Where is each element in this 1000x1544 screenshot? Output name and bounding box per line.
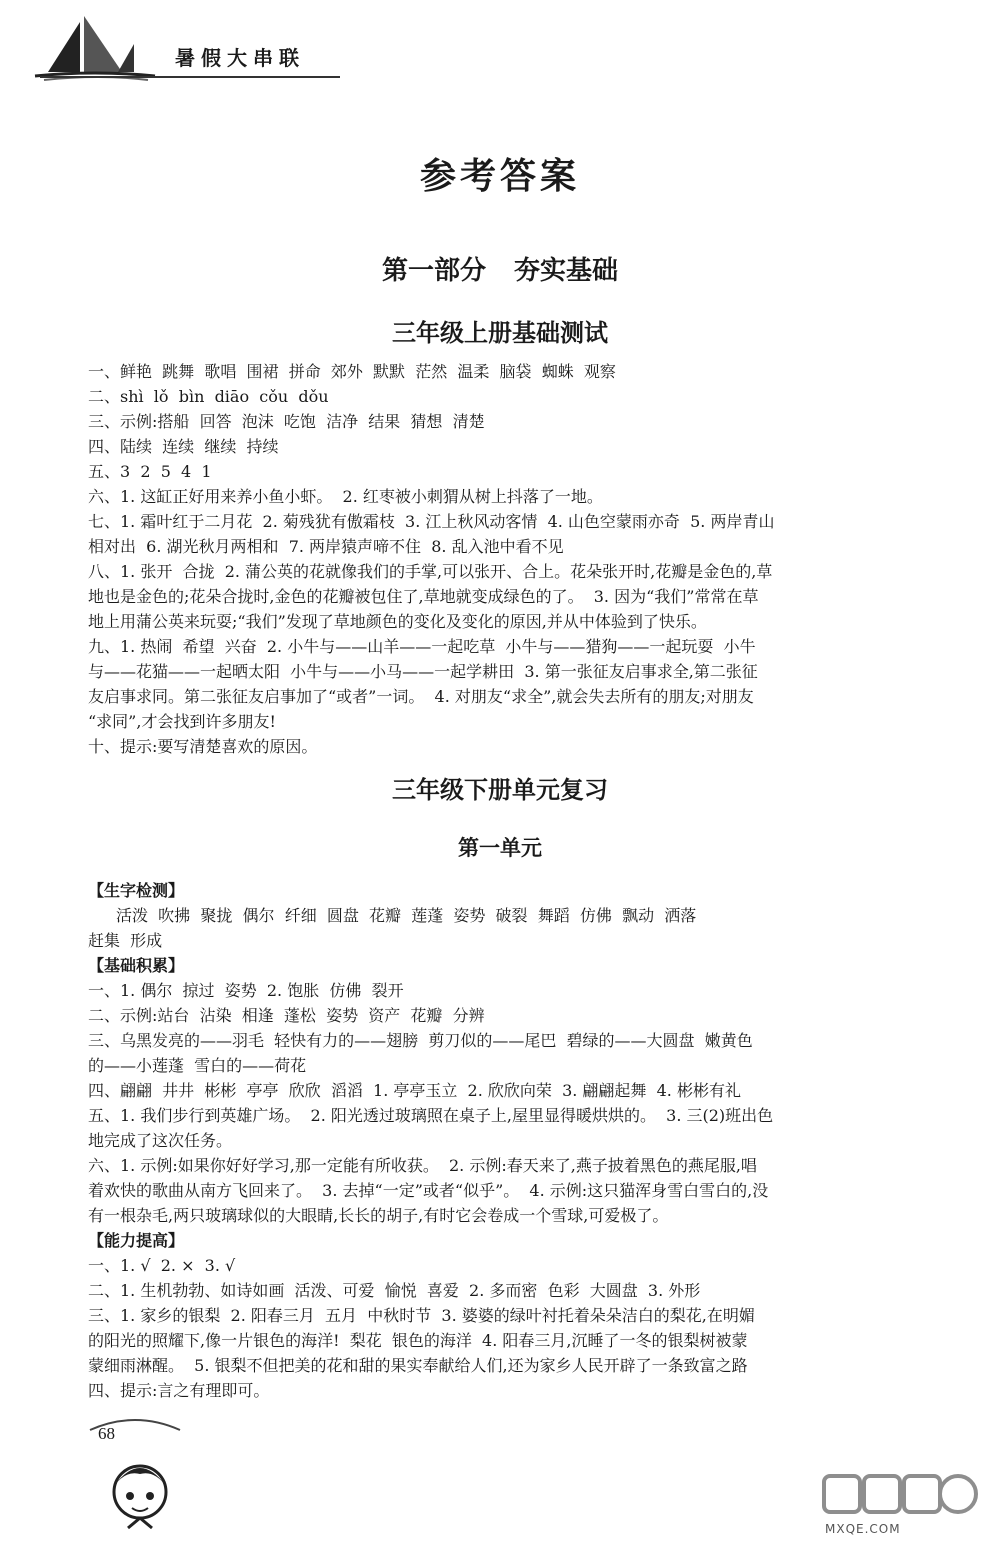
sailboat-icon — [30, 14, 160, 84]
answer-line: 的阳光的照耀下,像一片银色的海洋! 梨花 银色的海洋 4. 阳春三月,沉睡了一冬的银梨树被蒙 — [88, 1331, 748, 1350]
answer-line: 地完成了这次任务。 — [88, 1131, 233, 1150]
part-title — [0, 250, 1000, 287]
answer-line: 三、乌黑发亮的——羽毛 轻快有力的——翅膀 剪刀似的——尾巴 碧绿的——大圆盘 嫩黄色 — [88, 1031, 753, 1050]
answer-line: 四、翩翩 井井 彬彬 亭亭 欣欣 滔滔 1. 亭亭玉立 2. 欣欣向荣 3. 翩翩起舞 4. 彬彬有礼 — [88, 1081, 741, 1100]
section-title-grade3-first: 三年级上册基础测试 — [392, 318, 608, 347]
answer-line: 五、3 2 5 4 1 — [88, 462, 212, 481]
answer-line: 二、1. 生机勃勃、如诗如画 活泼、可爱 愉悦 喜爱 2. 多而密 色彩 大圆盘 3. 外形 — [88, 1281, 701, 1300]
answer-line: 四、提示:言之有理即可。 — [88, 1381, 270, 1400]
answer-line: 赶集 形成 — [88, 931, 163, 950]
answer-line: 八、1. 张开 合拢 2. 蒲公英的花就像我们的手掌,可以张开、合上。花朵张开时,花瓣是金色的,草 — [88, 562, 773, 581]
watermark-text: MXQE.COM — [825, 1522, 901, 1536]
shengzi-answers — [88, 903, 943, 953]
answer-line: 一、鲜艳 跳舞 歌唱 围裙 拼命 郊外 默默 茫然 温柔 脑袋 蜘蛛 观察 — [88, 362, 616, 381]
section-answers-grade3-first — [88, 359, 943, 759]
answer-line: “求同”,才会找到许多朋友! — [88, 712, 276, 731]
answer-line: 友启事求同。第二张征友启事加了“或者”一词。 4. 对朋友“求全”,就会失去所有的朋友;对朋友 — [88, 687, 754, 706]
header-divider — [40, 76, 340, 78]
answer-line: 有一根杂毛,两只玻璃球似的大眼睛,长长的胡子,有时它会卷成一个雪球,可爱极了。 — [88, 1206, 669, 1225]
part-name: 第一部分 — [381, 256, 486, 286]
answer-line: 一、1. 偶尔 掠过 姿势 2. 饱胀 仿佛 裂开 — [88, 981, 404, 1000]
answer-line: 地也是金色的;花朵合拢时,金色的花瓣被包住了,草地就变成绿色的了。 3. 因为“我们”常常在草 — [88, 587, 759, 606]
answer-line: 地上用蒲公英来玩耍;“我们”发现了草地颜色的变化及变化的原因,并从中体验到了快乐。 — [88, 612, 707, 631]
section-title-grade3-second: 三年级下册单元复习 — [392, 775, 608, 804]
answer-line: 四、陆续 连续 继续 持续 — [88, 437, 279, 456]
answer-line: 蒙细雨淋醒。 5. 银梨不但把美的花和甜的果实奉献给人们,还为家乡人民开辟了一条致富之路 — [88, 1356, 748, 1375]
answer-line: 三、示例:搭船 回答 泡沫 吃饱 洁净 结果 猜想 清楚 — [88, 412, 485, 431]
tag-nengli: 【能力提高】 — [88, 1231, 185, 1250]
page-header — [0, 0, 1000, 110]
answer-line: 六、1. 示例:如果你好好学习,那一定能有所收获。 2. 示例:春天来了,燕子披着黑色的燕尾服,唱 — [88, 1156, 757, 1175]
answer-line: 着欢快的歌曲从南方飞回来了。 3. 去掉“一定”或者“似乎”。 4. 示例:这只猫浑身雪白雪白的,没 — [88, 1181, 769, 1200]
answer-line: 的——小莲蓬 雪白的——荷花 — [88, 1056, 307, 1075]
header-title: 暑假大串联 — [175, 46, 305, 70]
answer-line: 与——花猫——一起晒太阳 小牛与——小马——一起学耕田 3. 第一张征友启事求全,第二张征 — [88, 662, 758, 681]
answer-line: 一、1. √ 2. × 3. √ — [88, 1256, 236, 1275]
tag-jichu: 【基础积累】 — [88, 956, 185, 975]
answer-line: 相对出 6. 湖光秋月两相和 7. 两岸猿声啼不住 8. 乱入池中看不见 — [88, 537, 564, 556]
answer-line: 五、1. 我们步行到英雄广场。 2. 阳光透过玻璃照在桌子上,屋里显得暖烘烘的。 3. 三(2)班出色 — [88, 1106, 774, 1125]
answer-line: 十、提示:要写清楚喜欢的原因。 — [88, 737, 318, 756]
answer-line: 二、示例:站台 沾染 相逢 蓬松 姿势 资产 花瓣 分辨 — [88, 1006, 485, 1025]
jichu-answers — [88, 978, 943, 1228]
unit-title: 第一单元 — [458, 835, 542, 860]
answer-line: 活泼 吹拂 聚拢 偶尔 纤细 圆盘 花瓣 莲蓬 姿势 破裂 舞蹈 仿佛 飘动 洒落 — [116, 906, 697, 925]
page-title: 参考答案 — [419, 155, 580, 197]
answer-line: 六、1. 这缸正好用来养小鱼小虾。 2. 红枣被小刺猬从树上抖落了一地。 — [88, 487, 603, 506]
answer-line: 七、1. 霜叶红于二月花 2. 菊残犹有傲霜枝 3. 江上秋风动客情 4. 山色空蒙雨亦奇 5. 两岸青山 — [88, 512, 775, 531]
page-number: 68 — [98, 1424, 115, 1443]
answer-line: 九、1. 热闹 希望 兴奋 2. 小牛与——山羊——一起吃草 小牛与——猎狗——一起玩耍 小牛 — [88, 637, 756, 656]
nengli-answers — [88, 1253, 943, 1403]
answer-line: 二、shì lǒ bìn diāo cǒu dǒu — [88, 387, 329, 406]
cartoon-girl-icon — [80, 1400, 190, 1530]
tag-shengzi: 【生字检测】 — [88, 881, 185, 900]
part-subtitle: 夯实基础 — [514, 256, 619, 286]
answer-line: 三、1. 家乡的银梨 2. 阳春三月 五月 中秋时节 3. 婆婆的绿叶衬托着朵朵洁白的梨花,在明媚 — [88, 1306, 755, 1325]
